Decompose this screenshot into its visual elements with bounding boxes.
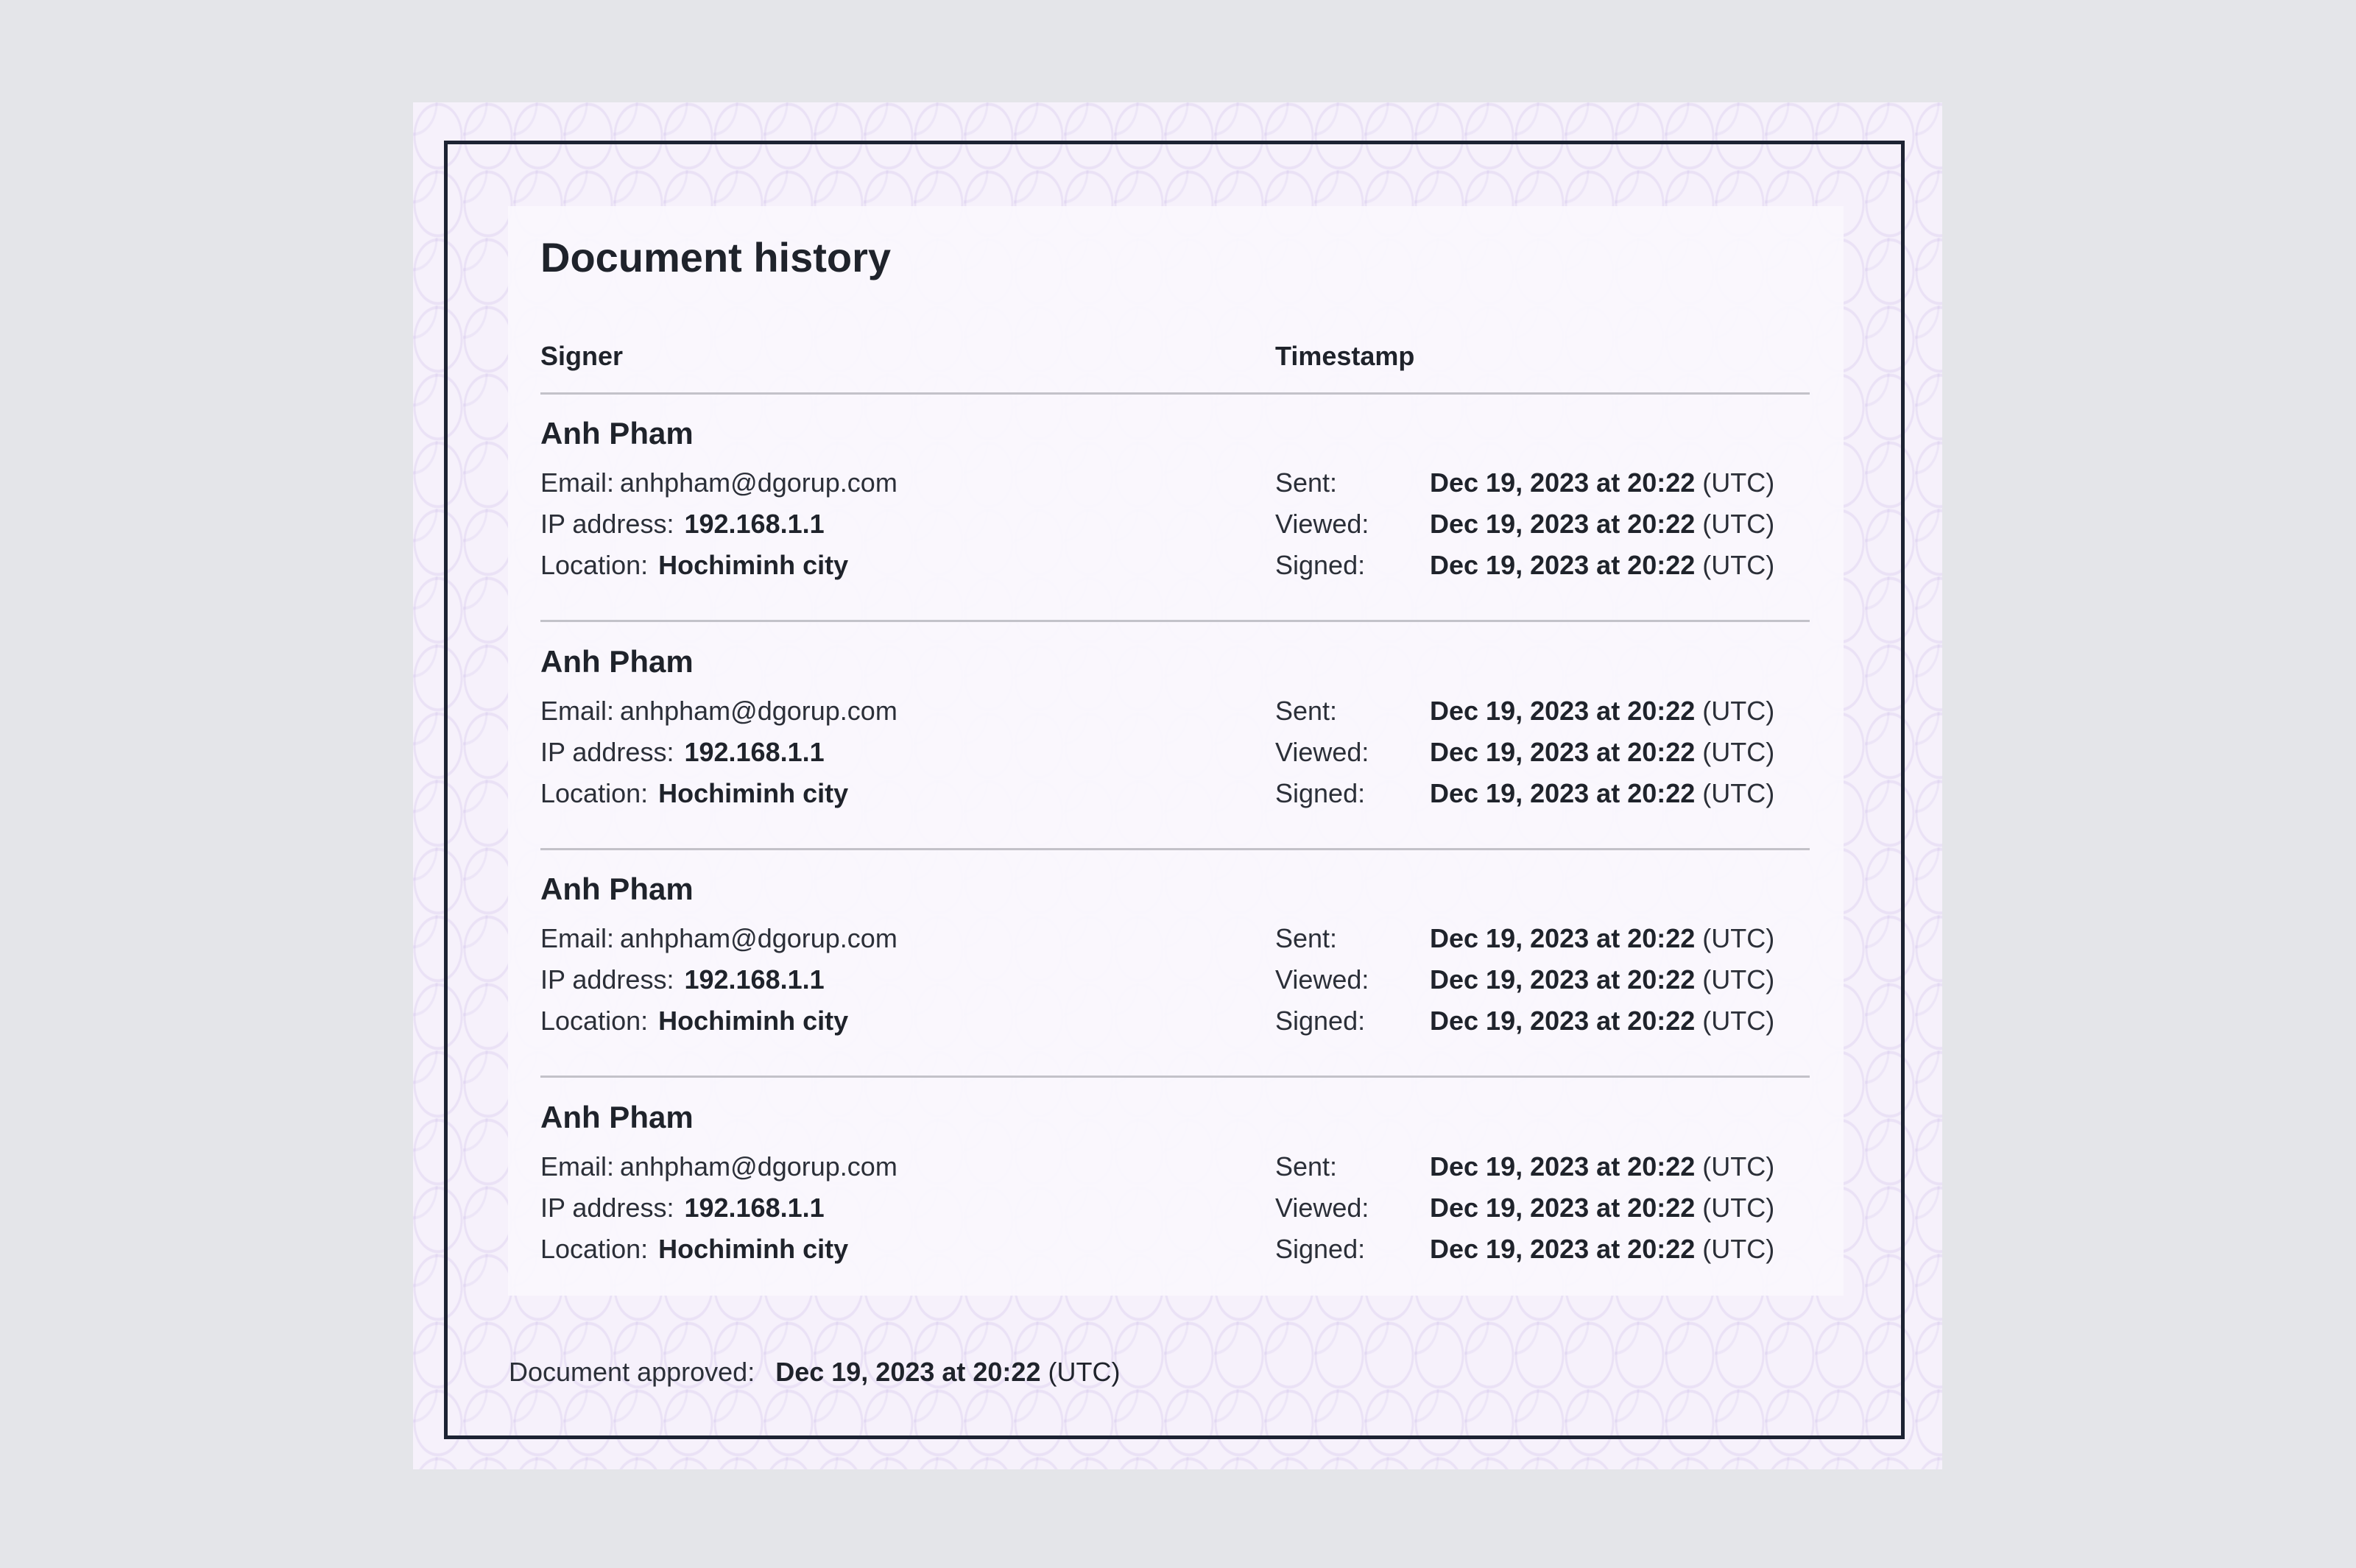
signer-ip (540, 1195, 825, 1221)
viewed-label: Viewed: (1275, 964, 1369, 995)
signer-ip (540, 964, 825, 995)
signed-label: Signed: (1275, 778, 1366, 808)
signed-label: Signed: (1275, 1006, 1366, 1036)
column-header-timestamp: Timestamp (1275, 341, 1415, 371)
signer-entry (540, 646, 1810, 830)
email-label: Email: (540, 467, 615, 498)
location-value: Hochiminh city (658, 778, 849, 808)
timezone: (UTC) (1702, 737, 1775, 767)
signer-name: Anh Pham (540, 1100, 694, 1134)
signed-label: Signed: (1275, 550, 1366, 580)
signer-entry (540, 1102, 1810, 1286)
timezone: (UTC) (1702, 1193, 1775, 1223)
entry-divider (540, 848, 1810, 850)
signed-timestamp (1430, 1236, 1774, 1262)
approved-date: Dec 19, 2023 at 20:22 (775, 1357, 1041, 1387)
location-value: Hochiminh city (658, 1234, 849, 1264)
ip-label: IP address: (540, 737, 674, 767)
email-value: anhpham@dgorup.com (620, 923, 897, 953)
timezone: (UTC) (1702, 1234, 1775, 1264)
timezone: (UTC) (1702, 923, 1775, 953)
signed-timestamp (1430, 1008, 1774, 1034)
signer-entry (540, 874, 1810, 1058)
signed-date: Dec 19, 2023 at 20:22 (1430, 778, 1696, 808)
signer-location (540, 1236, 848, 1262)
timezone: (UTC) (1702, 964, 1775, 995)
viewed-date: Dec 19, 2023 at 20:22 (1430, 964, 1696, 995)
sent-date: Dec 19, 2023 at 20:22 (1430, 467, 1696, 498)
signer-location (540, 552, 848, 579)
sent-label: Sent: (1275, 1151, 1338, 1182)
approved-timezone: (UTC) (1048, 1357, 1121, 1387)
email-value: anhpham@dgorup.com (620, 467, 897, 498)
email-label: Email: (540, 696, 615, 726)
signer-name: Anh Pham (540, 644, 694, 679)
signed-timestamp (1430, 552, 1774, 579)
signer-email (540, 467, 897, 498)
viewed-date: Dec 19, 2023 at 20:22 (1430, 737, 1696, 767)
ip-label: IP address: (540, 1193, 674, 1223)
signer-ip (540, 511, 825, 537)
ip-label: IP address: (540, 964, 674, 995)
ip-value: 192.168.1.1 (684, 1193, 825, 1223)
signed-date: Dec 19, 2023 at 20:22 (1430, 550, 1696, 580)
timezone: (UTC) (1702, 467, 1775, 498)
sent-timestamp (1430, 925, 1774, 952)
page-title: Document history (540, 234, 892, 280)
signer-location (540, 1008, 848, 1034)
location-label: Location: (540, 1006, 649, 1036)
viewed-date: Dec 19, 2023 at 20:22 (1430, 509, 1696, 539)
column-header-signer: Signer (540, 341, 624, 371)
sent-date: Dec 19, 2023 at 20:22 (1430, 1151, 1696, 1182)
sent-label: Sent: (1275, 696, 1338, 726)
sent-timestamp (1430, 698, 1774, 724)
email-value: anhpham@dgorup.com (620, 1151, 897, 1182)
location-label: Location: (540, 1234, 649, 1264)
sent-timestamp (1430, 1151, 1775, 1182)
viewed-timestamp (1430, 739, 1774, 766)
ip-label: IP address: (540, 509, 674, 539)
location-label: Location: (540, 550, 649, 580)
viewed-timestamp (1430, 1195, 1774, 1221)
signer-ip (540, 739, 825, 766)
viewed-date: Dec 19, 2023 at 20:22 (1430, 1193, 1696, 1223)
viewed-label: Viewed: (1275, 737, 1369, 767)
viewed-label: Viewed: (1275, 509, 1369, 539)
header-divider (540, 392, 1810, 395)
signer-name: Anh Pham (540, 416, 694, 451)
viewed-label: Viewed: (1275, 1193, 1369, 1223)
timezone: (UTC) (1702, 550, 1775, 580)
approved-timestamp (775, 1357, 1120, 1387)
entry-divider (540, 620, 1810, 622)
signer-email (540, 698, 897, 724)
location-value: Hochiminh city (658, 550, 849, 580)
viewed-timestamp (1430, 511, 1774, 537)
location-value: Hochiminh city (658, 1006, 849, 1036)
email-value: anhpham@dgorup.com (620, 696, 897, 726)
viewed-timestamp (1430, 964, 1775, 995)
sent-date: Dec 19, 2023 at 20:22 (1430, 923, 1696, 953)
timezone: (UTC) (1702, 509, 1775, 539)
signed-timestamp (1430, 780, 1774, 807)
timezone: (UTC) (1702, 1006, 1775, 1036)
email-label: Email: (540, 923, 615, 953)
ip-value: 192.168.1.1 (684, 964, 825, 995)
sent-timestamp (1430, 467, 1775, 498)
document-approved (509, 1359, 1120, 1385)
signer-location (540, 780, 848, 807)
location-label: Location: (540, 778, 649, 808)
sent-label: Sent: (1275, 923, 1338, 953)
signer-email (540, 925, 897, 952)
signer-name: Anh Pham (540, 872, 694, 906)
email-label: Email: (540, 1151, 615, 1182)
timezone: (UTC) (1702, 778, 1775, 808)
sent-label: Sent: (1275, 467, 1338, 498)
approved-label: Document approved: (509, 1357, 755, 1387)
signed-date: Dec 19, 2023 at 20:22 (1430, 1006, 1696, 1036)
signer-email (540, 1151, 897, 1182)
entry-divider (540, 1076, 1810, 1078)
sent-date: Dec 19, 2023 at 20:22 (1430, 696, 1696, 726)
timezone: (UTC) (1702, 1151, 1775, 1182)
signed-label: Signed: (1275, 1234, 1366, 1264)
ip-value: 192.168.1.1 (684, 509, 825, 539)
ip-value: 192.168.1.1 (684, 737, 825, 767)
signer-entry (540, 418, 1810, 602)
timezone: (UTC) (1702, 696, 1775, 726)
signed-date: Dec 19, 2023 at 20:22 (1430, 1234, 1696, 1264)
